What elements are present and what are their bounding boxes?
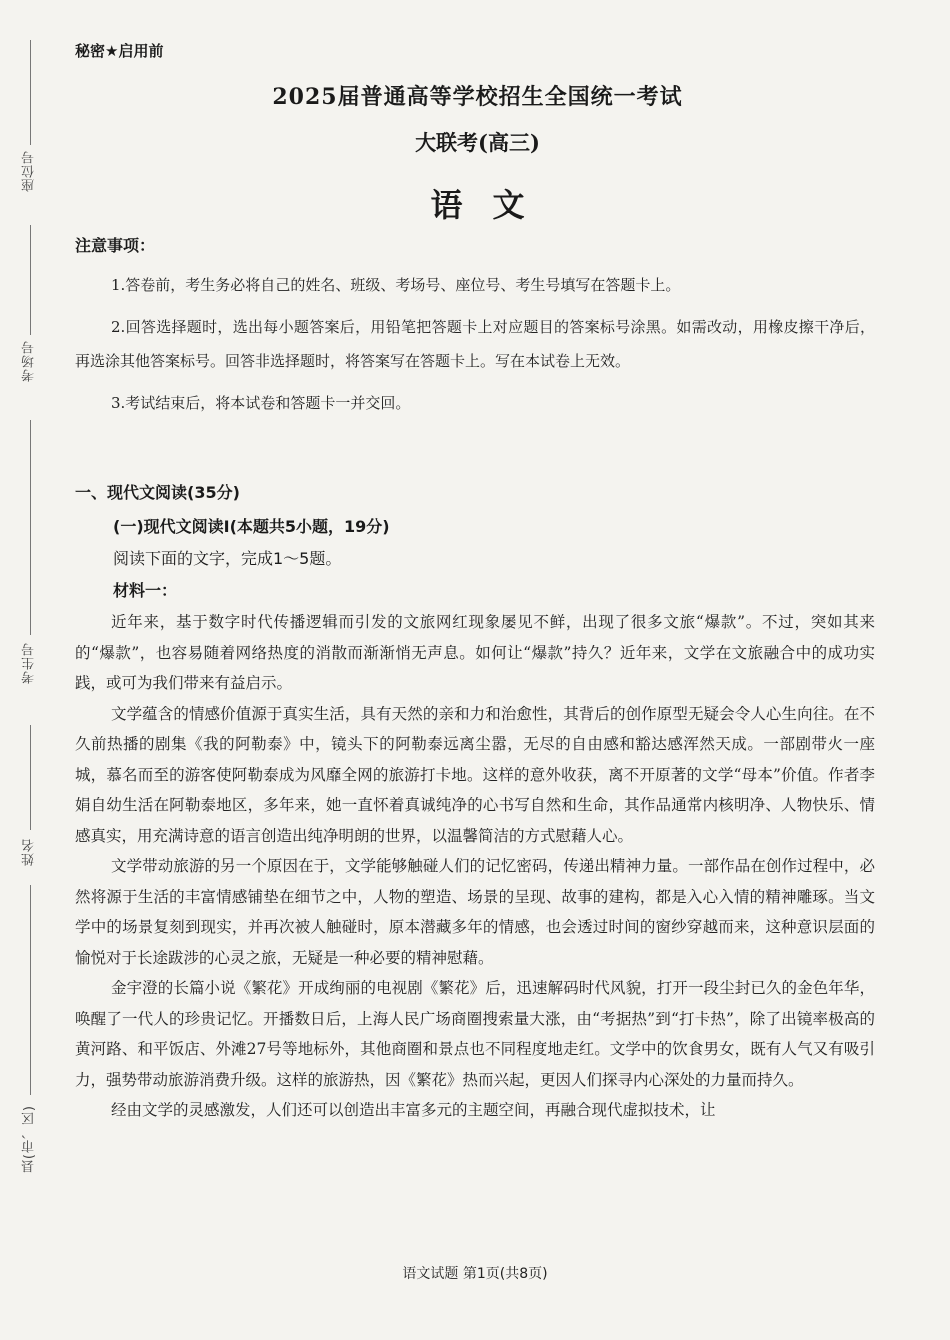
instruction-text: 阅读下面的文字，完成1～5题。 — [113, 549, 342, 568]
divider — [30, 420, 31, 635]
exam-subtitle: 大联考(高三) — [415, 130, 540, 155]
page-footer: 语文试题 第1页(共8页) — [402, 1266, 548, 1282]
reading-passage — [75, 607, 875, 1126]
passage-paragraph: 文学带动旅游的另一个原因在于，文学能够触碰人们的记忆密码，传递出精神力量。一部作品在创作过程中，必然将源于生活的丰富情感铺垫在细节之中，人物的塑造、场景的呈现、故事的建构，都是入心入情的精神雕琢。当文学中的场景复刻到现实，并再次被人触碰时，原本潜藏多年的情感，也会透过时间的窗纱穿越而来，这种意识层面的愉悦对于长途跋涉的心灵之旅，无疑是一种必要的精神慰藉。 — [75, 857, 875, 967]
divider — [30, 40, 31, 145]
passage-paragraph: 近年来，基于数字时代传播逻辑而引发的文旅网红现象屡见不鲜，出现了很多文旅“爆款”。不过，突如其来的“爆款”，也容易随着网络热度的消散而渐渐悄无声息。如何让“爆款”持久？近年来，文学在文旅融合中的成功实践，或可为我们带来有益启示。 — [75, 613, 875, 692]
notice-list — [75, 268, 875, 420]
exam-room-label: 考场号 — [22, 340, 37, 382]
subsection-heading: (一)现代文阅读Ⅰ(本题共5小题，19分) — [113, 517, 390, 536]
passage-paragraph: 金宇澄的长篇小说《繁花》开成绚丽的电视剧《繁花》后，迅速解码时代风貌，打开一段尘封已久的金色年华，唤醒了一代人的珍贵记忆。开播数日后，上海人民广场商圈搜索量大涨，由“考据热”到“打卡热”，除了出镜率极高的黄河路、和平饭店、外滩27号等地标外，其他商圈和景点也不同程度地走红。文学中的饮食男女，既有人气又有吸引力，强势带动旅游消费升级。这样的旅游热，因《繁花》热而兴起，更因人们探寻内心深处的力量而持久。 — [75, 979, 875, 1089]
county-label: 县(市、区) — [22, 1105, 37, 1174]
notice-item: 3.考试结束后，将本试卷和答题卡一并交回。 — [111, 394, 411, 412]
binding-margin — [0, 0, 60, 1340]
divider — [30, 885, 31, 1095]
name-label: 姓名 — [22, 838, 37, 866]
notice-item: 1.答卷前，考生务必将自己的姓名、班级、考场号、座位号、考生号填写在答题卡上。 — [111, 276, 681, 294]
candidate-number-label: 考生号 — [22, 642, 37, 684]
notice-heading: 注意事项： — [75, 236, 156, 255]
notice-item: 2.回答选择题时，选出每小题答案后，用铅笔把答题卡上对应题目的答案标号涂黑。如需改动，用橡皮擦干净后，再选涂其他答案标号。回答非选择题时，将答案写在答题卡上。写在本试卷上无效。 — [75, 318, 875, 370]
section-heading: 一、现代文阅读(35分) — [75, 483, 240, 502]
divider — [30, 725, 31, 830]
material-label: 材料一： — [113, 581, 178, 600]
exam-title: 2025届普通高等学校招生全国统一考试 — [272, 84, 683, 110]
passage-paragraph: 文学蕴含的情感价值源于真实生活，具有天然的亲和力和治愈性，其背后的创作原型无疑会令人心生向往。在不久前热播的剧集《我的阿勒泰》中，镜头下的阿勒泰远离尘嚣，无尽的自由感和豁达感浑然天成。一部剧带火一座城，慕名而至的游客使阿勒泰成为风靡全网的旅游打卡地。这样的意外收获，离不开原著的文学“母本”价值。作者李娟自幼生活在阿勒泰地区，多年来，她一直怀着真诚纯净的心书写自然和生命，其作品通常内核明净、人物快乐、情感真实，用充满诗意的语言创造出纯净明朗的世界，以温馨简洁的方式慰藉人心。 — [75, 704, 875, 845]
seat-number-label: 座位号 — [22, 150, 37, 192]
passage-paragraph: 经由文学的灵感激发，人们还可以创造出丰富多元的主题空间，再融合现代虚拟技术，让 — [111, 1101, 716, 1119]
subject-title: 语文 — [430, 186, 555, 224]
confidential-mark: 秘密★启用前 — [75, 42, 164, 60]
divider — [30, 225, 31, 335]
